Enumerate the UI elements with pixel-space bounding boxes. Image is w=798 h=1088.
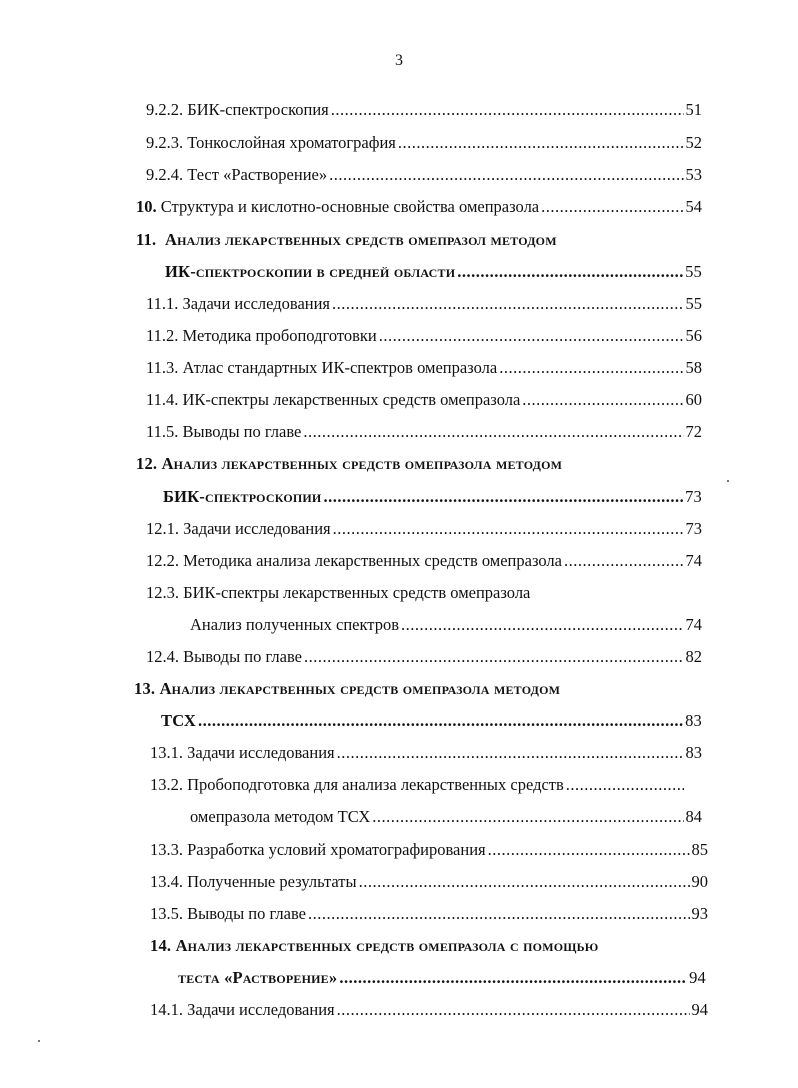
toc-page: 73: [685, 519, 702, 538]
toc-title: Тест «Растворение»: [187, 165, 328, 184]
toc-number: 10.: [136, 197, 157, 216]
toc-page: 52: [685, 133, 702, 152]
toc-page: 53: [685, 165, 702, 184]
toc-title: БИК-спектры лекарственных средств омепразола: [183, 583, 531, 602]
leader-dots: [522, 388, 683, 412]
toc-number: 13.1.: [150, 743, 183, 762]
toc-entry-12-3-line1[interactable]: [146, 581, 530, 605]
toc-title: Задачи исследования: [187, 1000, 335, 1019]
toc-entry-13-5[interactable]: [150, 902, 708, 926]
toc-page: 74: [685, 615, 702, 634]
leader-dots: [323, 485, 683, 509]
toc-entry-14-1[interactable]: [150, 998, 708, 1022]
toc-title-cont: омепразола методом ТСХ: [190, 807, 371, 826]
toc-number: 12.1.: [146, 519, 179, 538]
toc-number: 14.1.: [150, 1000, 183, 1019]
toc-page: 74: [685, 551, 702, 570]
toc-page: 83: [685, 711, 702, 730]
toc-entry-10[interactable]: [136, 195, 702, 219]
toc-page: 93: [691, 904, 708, 923]
toc-entry-13-2-line2[interactable]: [190, 805, 702, 829]
toc-number: 9.2.3.: [146, 133, 184, 152]
toc-chapter-title-cont: ИК-спектроскопии в средней области: [165, 262, 456, 281]
toc-chapter-13-line2[interactable]: [161, 709, 702, 733]
toc-chapter-14-line2[interactable]: [178, 966, 706, 990]
toc-page: 82: [685, 647, 702, 666]
leader-dots: [308, 902, 690, 926]
toc-title: БИК-спектроскопия: [187, 100, 329, 119]
toc-entry-13-3[interactable]: [150, 838, 708, 862]
toc-number: 11.2.: [146, 326, 179, 345]
toc-number: 13.5.: [150, 904, 183, 923]
toc-page: 51: [685, 100, 702, 119]
toc-number: 13.3.: [150, 840, 183, 859]
leader-dots: [379, 324, 684, 348]
toc-page: 73: [685, 487, 702, 506]
toc-chapter-title: Анализ лекарственных средств омепразола методом: [161, 454, 563, 473]
toc-title: ИК-спектры лекарственных средств омепразола: [182, 390, 521, 409]
toc-page: 58: [685, 358, 702, 377]
toc-number: 11.3.: [146, 358, 179, 377]
toc-number: 11.5.: [146, 422, 179, 441]
toc-title-cont: Анализ полученных спектров: [190, 615, 399, 634]
toc-title: Выводы по главе: [183, 647, 302, 666]
toc-chapter-12-line2[interactable]: [163, 485, 702, 509]
leader-dots: [303, 420, 683, 444]
toc-entry-11-1[interactable]: [146, 292, 702, 316]
scan-speck: [38, 1040, 40, 1042]
toc-title: Методика пробоподготовки: [182, 326, 377, 345]
page-number: 3: [395, 52, 403, 69]
toc-page: 55: [685, 294, 702, 313]
toc-title: Задачи исследования: [182, 294, 331, 313]
leader-dots: [372, 805, 683, 829]
leader-dots: [541, 195, 683, 219]
toc-chapter-title-cont: теста «Растворение»: [178, 968, 338, 987]
toc-page: 94: [689, 968, 706, 987]
toc-title: Разработка условий хроматографирования: [187, 840, 486, 859]
toc-page: 83: [685, 743, 702, 762]
leader-dots: [337, 741, 684, 765]
toc-page: 60: [685, 390, 702, 409]
toc-number: 12.: [136, 454, 158, 473]
toc-page: 54: [685, 197, 702, 216]
toc-chapter-11-line2[interactable]: [165, 260, 702, 284]
toc-page: 90: [691, 872, 708, 891]
toc-chapter-title-cont: БИК-спектроскопии: [163, 487, 322, 506]
leader-dots: [332, 292, 683, 316]
toc-chapter-title-cont: ТСХ: [161, 711, 197, 730]
toc-entry-13-1[interactable]: [150, 741, 702, 765]
toc-title: Тонкослойная хроматография: [187, 133, 396, 152]
leader-dots: [566, 773, 684, 797]
toc-chapter-13-line1[interactable]: [134, 677, 560, 701]
toc-title: Структура и кислотно-основные свойства омепразола: [160, 197, 540, 216]
toc-page: 85: [691, 840, 708, 859]
toc-chapter-12-line1[interactable]: [136, 452, 562, 476]
toc-entry-9-2-3[interactable]: [146, 131, 702, 155]
toc-entry-13-4[interactable]: [150, 870, 708, 894]
toc-entry-11-3[interactable]: [146, 356, 702, 380]
toc-title: Методика анализа лекарственных средств омепразола: [183, 551, 562, 570]
toc-title: Задачи исследования: [183, 519, 331, 538]
toc-entry-11-4[interactable]: [146, 388, 702, 412]
toc-number: 13.2.: [150, 775, 183, 794]
leader-dots: [359, 870, 690, 894]
toc-number: 9.2.4.: [146, 165, 184, 184]
toc-page: 56: [685, 326, 702, 345]
toc-number: 14.: [150, 936, 172, 955]
toc-entry-12-4[interactable]: [146, 645, 702, 669]
toc-number: 11.4.: [146, 390, 179, 409]
toc-number: 9.2.2.: [146, 100, 184, 119]
toc-chapter-title: Анализ лекарственных средств омепразол методом: [164, 230, 557, 249]
toc-entry-12-3-line2[interactable]: [190, 613, 702, 637]
toc-chapter-title: Анализ лекарственных средств омепразола методом: [159, 679, 561, 698]
toc-entry-9-2-2[interactable]: [146, 98, 702, 122]
leader-dots: [339, 966, 687, 990]
toc-entry-11-2[interactable]: [146, 324, 702, 348]
toc-title: Полученные результаты: [187, 872, 357, 891]
toc-page: 84: [685, 807, 702, 826]
leader-dots: [337, 998, 690, 1022]
toc-number: 13.4.: [150, 872, 183, 891]
toc-chapter-14-line1[interactable]: [150, 934, 598, 958]
toc-number: 13.: [134, 679, 156, 698]
leader-dots: [329, 163, 683, 187]
leader-dots: [564, 549, 684, 573]
toc-page: 55: [685, 262, 702, 281]
toc-entry-12-1[interactable]: [146, 517, 702, 541]
toc-title: Выводы по главе: [187, 904, 306, 923]
toc-number: 11.1.: [146, 294, 179, 313]
toc-title: Атлас стандартных ИК-спектров омепразола: [182, 358, 498, 377]
leader-dots: [304, 645, 684, 669]
toc-page: 72: [685, 422, 702, 441]
toc-chapter-11-line1[interactable]: [136, 228, 557, 252]
leader-dots: [331, 98, 684, 122]
leader-dots: [398, 131, 684, 155]
toc-title: Задачи исследования: [187, 743, 335, 762]
leader-dots: [457, 260, 683, 284]
leader-dots: [499, 356, 683, 380]
toc-title: Выводы по главе: [182, 422, 302, 441]
toc-page: 94: [691, 1000, 708, 1019]
scan-speck: [727, 480, 729, 482]
toc-number: 12.4.: [146, 647, 179, 666]
toc-entry-9-2-4[interactable]: [146, 163, 702, 187]
toc-number: 11.: [136, 230, 157, 249]
toc-chapter-title: Анализ лекарственных средств омепразола с помощью: [175, 936, 599, 955]
toc-number: 12.3.: [146, 583, 179, 602]
leader-dots: [198, 709, 683, 733]
leader-dots: [333, 517, 684, 541]
toc-entry-13-2-line1[interactable]: [150, 773, 686, 797]
toc-number: 12.2.: [146, 551, 179, 570]
toc-entry-11-5[interactable]: [146, 420, 702, 444]
leader-dots: [401, 613, 684, 637]
toc-title: Пробоподготовка для анализа лекарственных средств: [187, 775, 564, 794]
leader-dots: [488, 838, 690, 862]
toc-entry-12-2[interactable]: [146, 549, 702, 573]
